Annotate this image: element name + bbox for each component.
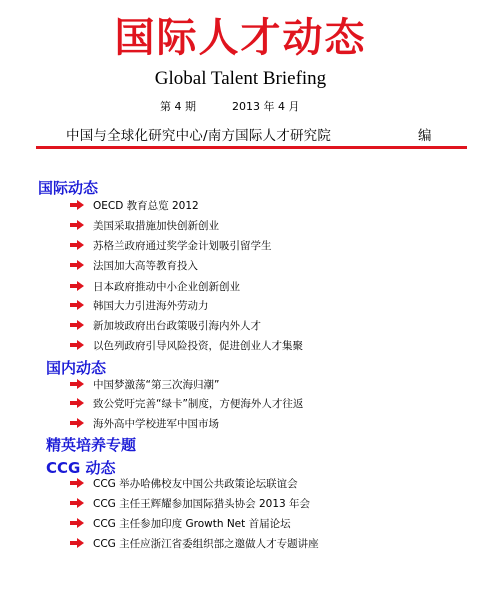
section-heading-ccg: CCG 动态	[46, 459, 116, 477]
list-item	[70, 258, 198, 274]
red-arrow-icon	[70, 478, 84, 488]
list-item-label: 以色列政府引导风险投资，促进创业人才集聚	[93, 340, 303, 352]
list-item	[70, 536, 319, 552]
red-arrow-icon	[70, 538, 84, 548]
red-arrow-icon	[70, 300, 84, 310]
editor-organization: 中国与全球化研究中心/南方国际人才研究院	[66, 128, 332, 144]
section-heading-international: 国际动态	[38, 179, 99, 197]
list-item-label: 海外高中学校进军中国市场	[93, 418, 219, 430]
red-arrow-icon	[70, 398, 84, 408]
list-item	[70, 218, 219, 234]
editor-mark: 编	[418, 128, 432, 144]
red-arrow-icon	[70, 518, 84, 528]
list-item	[70, 516, 291, 532]
red-arrow-icon	[70, 320, 84, 330]
list-item	[70, 238, 272, 254]
red-arrow-icon	[70, 200, 84, 210]
list-item-label: OECD 教育总览 2012	[93, 200, 199, 212]
list-item	[70, 396, 303, 412]
list-item-label: CCG 主任参加印度 Growth Net 首届论坛	[93, 518, 291, 530]
list-item	[70, 416, 219, 432]
red-arrow-icon	[70, 281, 84, 291]
red-arrow-icon	[70, 240, 84, 250]
list-item-label: 新加坡政府出台政策吸引海内外人才	[93, 320, 261, 332]
list-item-label: CCG 主任应浙江省委组织部之邀做人才专题讲座	[93, 538, 319, 550]
list-item-label: CCG 主任王辉耀参加国际猎头协会 2013 年会	[93, 498, 311, 510]
list-item-label: 韩国大力引进海外劳动力	[93, 300, 209, 312]
red-arrow-icon	[70, 260, 84, 270]
list-item-label: 美国采取措施加快创新创业	[93, 220, 219, 232]
red-arrow-icon	[70, 220, 84, 230]
list-item	[70, 476, 298, 492]
list-item	[70, 298, 209, 314]
divider-rule	[36, 146, 467, 149]
red-arrow-icon	[70, 498, 84, 508]
issue-number: 第 4 期	[160, 100, 196, 113]
list-item	[70, 198, 199, 214]
issue-date: 2013 年 4 月	[232, 100, 300, 113]
list-item-label: 致公党吁完善“绿卡”制度，方便海外人才往返	[93, 398, 304, 410]
list-item	[70, 377, 219, 393]
list-item-label: 法国加大高等教育投入	[93, 260, 198, 272]
red-arrow-icon	[70, 418, 84, 428]
red-arrow-icon	[70, 379, 84, 389]
list-item	[70, 338, 303, 354]
list-item-label: 日本政府推动中小企业创新创业	[93, 281, 240, 293]
list-item-label: 中国梦激荡“第三次海归潮”	[93, 379, 220, 391]
list-item	[70, 279, 240, 295]
section-heading-elite-training: 精英培养专题	[46, 436, 137, 454]
newsletter-title: 国际人才动态	[114, 15, 367, 61]
list-item-label: 苏格兰政府通过奖学金计划吸引留学生	[93, 240, 272, 252]
newsletter-subtitle: Global Talent Briefing	[154, 68, 327, 89]
red-arrow-icon	[70, 340, 84, 350]
list-item-label: CCG 举办哈佛校友中国公共政策论坛联谊会	[93, 478, 298, 490]
list-item	[70, 318, 261, 334]
list-item	[70, 496, 310, 512]
section-heading-domestic: 国内动态	[46, 359, 107, 377]
